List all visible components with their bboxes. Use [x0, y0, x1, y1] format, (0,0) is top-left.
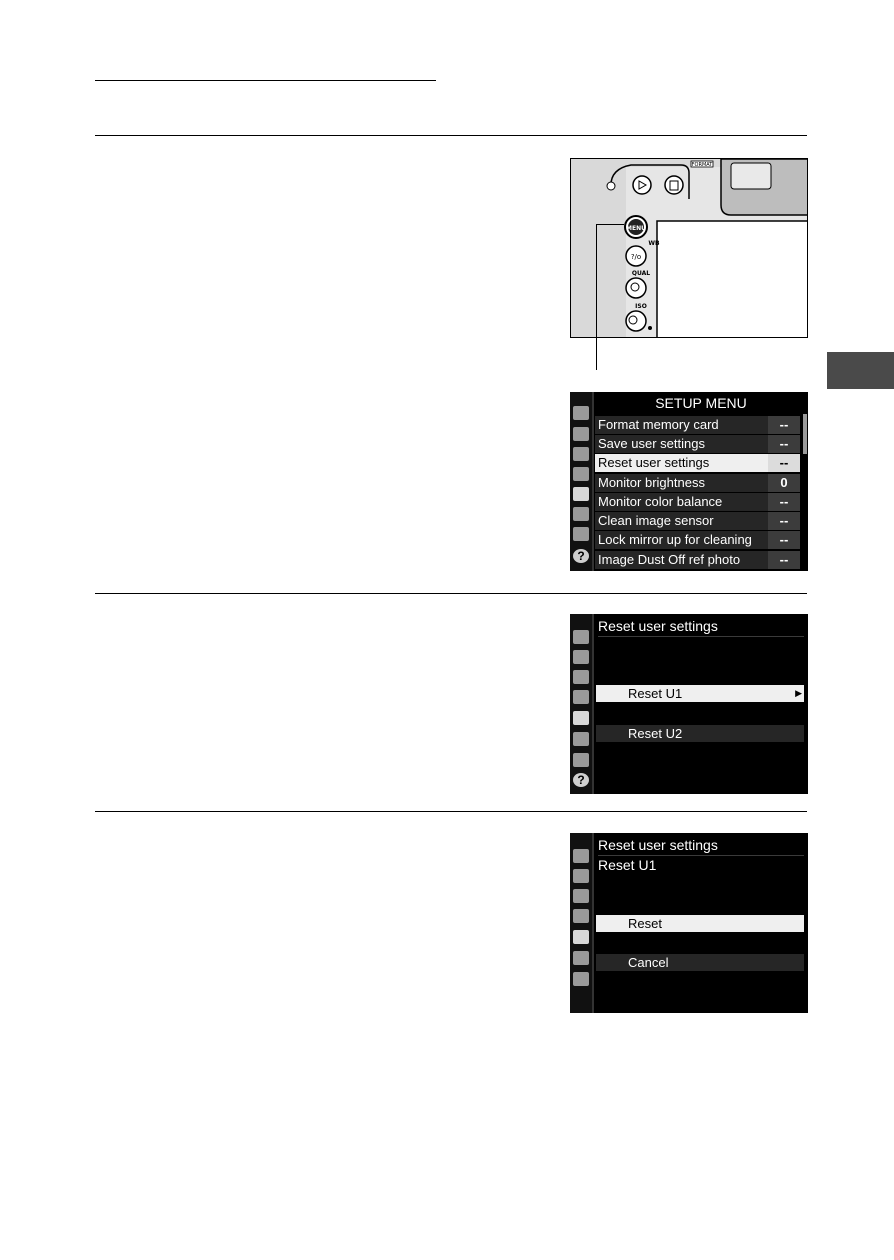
qual-label: QUAL [631, 270, 651, 277]
screen-subtitle: Reset U1 [598, 857, 657, 873]
my-menu-icon[interactable] [573, 527, 589, 541]
option-label: Reset U1 [628, 686, 683, 701]
custom-settings-icon[interactable] [573, 467, 589, 481]
movie-shooting-menu-icon[interactable] [573, 670, 589, 684]
camera-back-illustration [570, 158, 808, 338]
movie-shooting-menu-icon[interactable] [573, 889, 589, 903]
menu-item-value: -- [768, 493, 800, 511]
custom-settings-icon[interactable] [573, 690, 589, 704]
icon-separator [592, 392, 594, 571]
menu-item-image-dust-off[interactable] [595, 551, 800, 569]
menu-item-value: -- [768, 416, 800, 434]
menu-item-label: Image Dust Off ref photo [598, 552, 741, 567]
option-reset[interactable] [596, 915, 804, 932]
menu-item-monitor-color-balance[interactable] [595, 493, 800, 511]
header-rule [95, 80, 436, 81]
menu-item-value: 0 [768, 474, 800, 492]
iso-label: ISO [635, 303, 647, 310]
menu-item-reset-user-settings[interactable] [595, 454, 800, 472]
playback-menu-icon[interactable] [573, 406, 589, 420]
menu-item-save-user-settings[interactable] [595, 435, 800, 453]
photo-shooting-menu-icon[interactable] [573, 427, 589, 441]
menu-item-clean-image-sensor[interactable] [595, 512, 800, 530]
movie-shooting-menu-icon[interactable] [573, 447, 589, 461]
menu-button-callout [596, 224, 597, 370]
menu-item-label: Lock mirror up for cleaning [598, 532, 752, 547]
reset-confirm-screen [570, 833, 808, 1013]
menu-item-label: Clean image sensor [598, 513, 714, 528]
format-label: FORMAT [691, 162, 713, 168]
menu-item-label: Reset user settings [598, 455, 710, 470]
option-cancel[interactable] [596, 954, 804, 971]
menu-item-value: -- [768, 512, 800, 530]
option-label: Reset U2 [628, 726, 683, 741]
playback-menu-icon[interactable] [573, 849, 589, 863]
screen-title: Reset user settings [598, 835, 804, 856]
arrow-right-icon: ▶ [795, 688, 802, 698]
retouch-menu-icon[interactable] [573, 507, 589, 521]
menu-item-label: Format memory card [598, 417, 719, 432]
reset-user-settings-screen [570, 614, 808, 794]
section-rule-3 [95, 811, 807, 812]
svg-text:?/o: ?/o [630, 253, 642, 261]
menu-item-monitor-brightness[interactable] [595, 474, 800, 492]
setup-menu-icon[interactable] [573, 711, 589, 725]
menu-item-format-memory-card[interactable] [595, 416, 800, 434]
menu-item-value: -- [768, 551, 800, 569]
chapter-tab [827, 352, 894, 389]
icon-separator [592, 614, 594, 794]
help-icon[interactable]: ? [573, 549, 589, 563]
menu-button-callout-tick [596, 224, 624, 225]
icon-separator [592, 833, 594, 1013]
option-label: Cancel [628, 955, 669, 970]
wb-label: WB [648, 240, 660, 247]
setup-menu-icon[interactable] [573, 487, 589, 501]
retouch-menu-icon[interactable] [573, 951, 589, 965]
menu-item-value: -- [768, 435, 800, 453]
menu-item-value: -- [768, 531, 800, 549]
help-icon[interactable]: ? [573, 773, 589, 787]
menu-item-value: -- [768, 454, 800, 472]
setup-menu-screen [570, 392, 808, 571]
menu-item-label: Monitor brightness [598, 475, 705, 490]
scrollbar[interactable] [803, 414, 807, 454]
option-reset-u1[interactable] [596, 685, 804, 702]
menu-item-lock-mirror-up[interactable] [595, 531, 800, 549]
setup-menu-icon[interactable] [573, 930, 589, 944]
playback-menu-icon[interactable] [573, 630, 589, 644]
custom-settings-icon[interactable] [573, 909, 589, 923]
menu-item-label: Save user settings [598, 436, 705, 451]
my-menu-icon[interactable] [573, 753, 589, 767]
my-menu-icon[interactable] [573, 972, 589, 986]
setup-menu-title: SETUP MENU [655, 395, 747, 411]
menu-icon-column [570, 833, 592, 1013]
menu-item-label: Monitor color balance [598, 494, 723, 509]
section-rule-2 [95, 593, 807, 594]
retouch-menu-icon[interactable] [573, 732, 589, 746]
option-reset-u2[interactable] [596, 725, 804, 742]
option-label: Reset [628, 916, 662, 931]
menu-icon-column [570, 392, 592, 571]
section-rule-1 [95, 135, 807, 136]
photo-shooting-menu-icon[interactable] [573, 650, 589, 664]
photo-shooting-menu-icon[interactable] [573, 869, 589, 883]
menu-icon-column [570, 614, 592, 794]
screen-title: Reset user settings [598, 616, 804, 637]
menu-button-label: MENU [626, 225, 646, 232]
